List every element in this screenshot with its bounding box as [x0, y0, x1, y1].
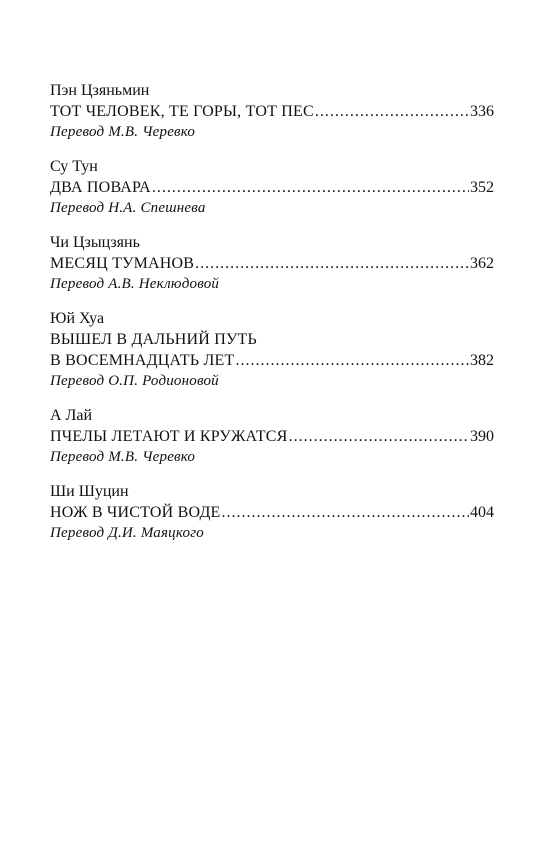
story-title: ПЧЕЛЫ ЛЕТАЮТ И КРУЖАТСЯ — [50, 428, 288, 445]
dot-leader — [235, 350, 469, 371]
story-title: В ВОСЕМНАДЦАТЬ ЛЕТ — [50, 352, 235, 369]
translator-credit: Перевод Н.А. Спешнева — [50, 200, 206, 216]
author-name: Ши Шуцин — [50, 483, 129, 500]
toc-entry — [50, 405, 494, 468]
author-name: А Лай — [50, 407, 93, 424]
toc-entry — [50, 156, 494, 219]
translator-credit: Перевод О.П. Родионовой — [50, 373, 219, 389]
story-title: ДВА ПОВАРА — [50, 179, 151, 196]
translator-credit: Перевод Д.И. Маяцкого — [50, 525, 204, 541]
toc-entry — [50, 232, 494, 295]
title-line[interactable] — [50, 101, 494, 122]
title-line[interactable] — [50, 426, 494, 447]
title-line[interactable] — [50, 253, 494, 274]
toc-entry — [50, 80, 494, 143]
page-number: 382 — [470, 352, 494, 369]
dot-leader — [315, 101, 469, 122]
dot-leader — [152, 177, 469, 198]
toc-entry — [50, 308, 494, 392]
page-number: 362 — [470, 255, 494, 272]
story-title: ТОТ ЧЕЛОВЕК, ТЕ ГОРЫ, ТОТ ПЕС — [50, 103, 314, 120]
title-line[interactable] — [50, 177, 494, 198]
story-title: МЕСЯЦ ТУМАНОВ — [50, 255, 195, 272]
author-name: Пэн Цзяньмин — [50, 82, 150, 99]
page-number: 390 — [470, 428, 494, 445]
table-of-contents — [50, 80, 494, 557]
dot-leader — [289, 426, 469, 447]
author-name: Юй Хуа — [50, 310, 105, 327]
story-title-part: ВЫШЕЛ В ДАЛЬНИЙ ПУТЬ — [50, 331, 257, 348]
title-line-first[interactable] — [50, 329, 494, 350]
page-number: 336 — [470, 103, 494, 120]
page-number: 352 — [470, 179, 494, 196]
title-line[interactable] — [50, 502, 494, 523]
dot-leader — [195, 253, 469, 274]
translator-credit: Перевод М.В. Черевко — [50, 449, 196, 465]
translator-credit: Перевод А.В. Неклюдовой — [50, 276, 220, 292]
title-line[interactable] — [50, 350, 494, 371]
translator-credit: Перевод М.В. Черевко — [50, 124, 196, 140]
author-name: Су Тун — [50, 158, 98, 175]
author-name: Чи Цзыцзянь — [50, 234, 140, 251]
story-title: НОЖ В ЧИСТОЙ ВОДЕ — [50, 504, 221, 521]
dot-leader — [222, 502, 469, 523]
page-number: 404 — [470, 504, 494, 521]
toc-entry — [50, 481, 494, 544]
